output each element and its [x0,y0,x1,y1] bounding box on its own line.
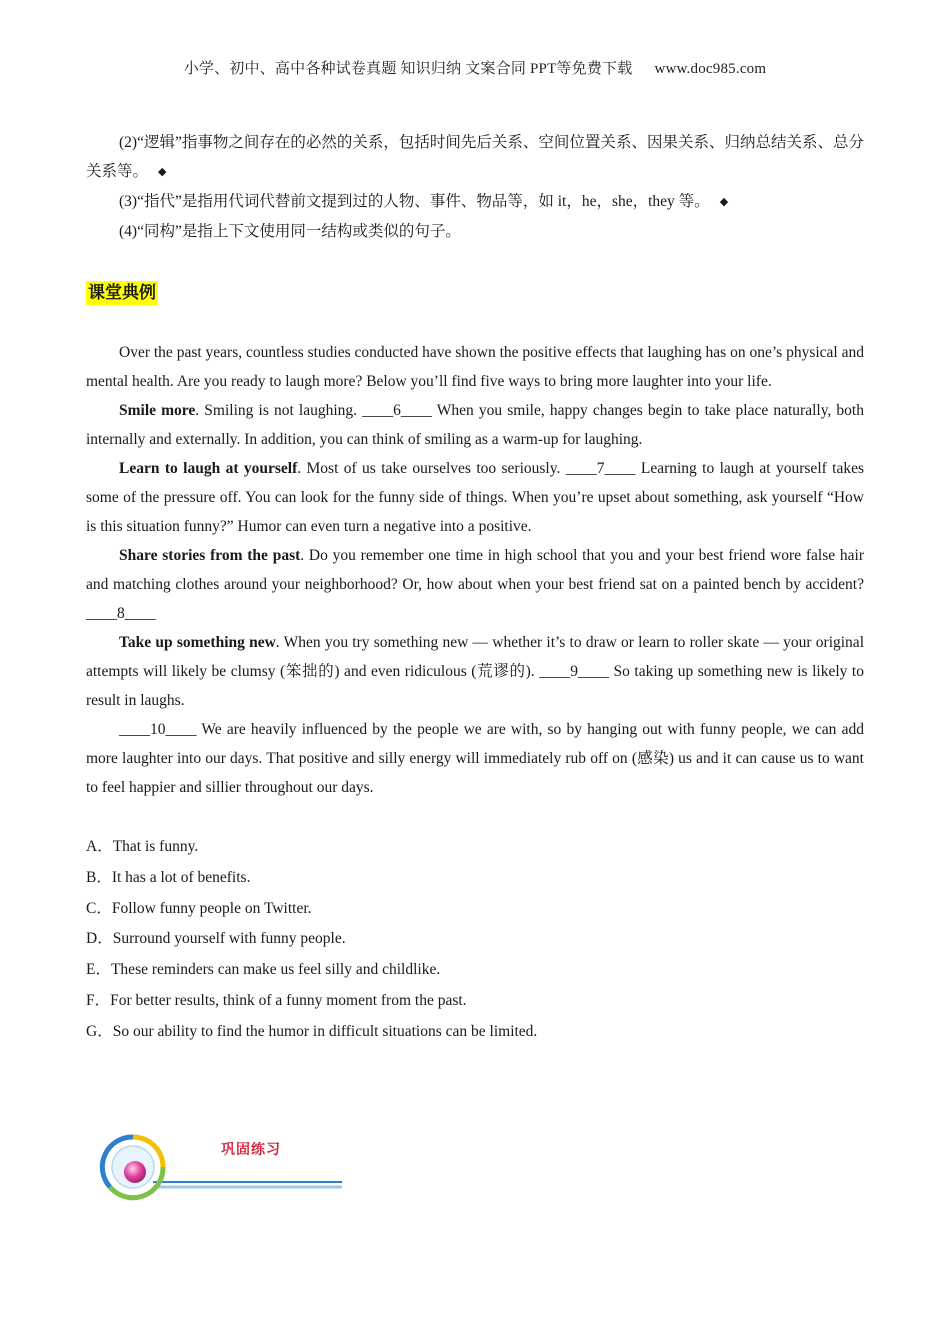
option-b: B．It has a lot of benefits. [86,868,251,886]
page-header [0,57,950,78]
passage-paragraph: Learn to laugh at yourself. Most of us take ourselves too seriously. ____7____ Learning to laugh at yourself takes some of the pressure off. You can look for the funny side of things. When you’re upset about something, ask yourself “How is this situation funny?” Humor can even turn a negative into a positive. [86,460,865,535]
reading-passage [86,338,864,802]
passage-paragraph: Over the past years, countless studies conducted have shown the positive effects that laughing has on one’s physical and mental health. Are you ready to laugh more? Below you’ll find five ways to bring more laughter into your life. [86,344,864,390]
option-d: D．Surround yourself with funny people. [86,930,346,948]
option-a: A．That is funny. [86,838,199,855]
header-url[interactable]: www.doc985.com [654,61,767,77]
paragraph-heading: Take up something new [119,634,276,651]
header-text: 小学、初中、高中各种试卷真题 知识归纳 文案合同 PPT等免费下载 [183,61,633,77]
passage-paragraph: ____10____ We are heavily influenced by the people we are with, so by hanging out with funny people, we can add more laughter into our days. That positive and silly energy will immediately rub off on (感染) us and it can cause us to want to feel happier and sillier throughout our days. [86,721,864,796]
option-e: E．These reminders can make us feel silly and childlike. [86,961,441,979]
paragraph-heading: Share stories from the past [119,547,301,564]
passage-paragraph: Smile more. Smiling is not laughing. ____6____ When you smile, happy changes begin to take place naturally, both internally and externally. In addition, you can think of smiling as a warm-up for laughing. [86,402,864,448]
intro-note-3: (3)“指代”是指用代词代替前文提到过的人物、事件、物品等，如 it，he，she，they 等。 ◆ [119,193,729,210]
diamond-icon: ◆ [158,166,167,178]
option-g: G．So our ability to find the humor in difficult situations can be limited. [86,1022,538,1040]
section-title: 课堂典例 [88,283,156,303]
passage-paragraph: Share stories from the past. Do you remember one time in high school that you and your best friend wore false hair and matching clothes around your neighborhood? Or, how about when your best friend sat on a painted bench by accident? ____8____ [86,547,864,622]
intro-notes [86,128,864,246]
option-f: F．For better results, think of a funny moment from the past. [86,991,467,1009]
intro-note-4: (4)“同构”是指上下文使用同一结构或类似的句子。 [119,223,461,240]
paragraph-heading: Smile more [119,402,196,419]
passage-paragraph: Take up something new. When you try something new — whether it’s to draw or learn to roller skate — your original attempts will likely be clumsy (笨拙的) and even ridiculous (荒谬的). ____9____ So taking up something new is likely to result in laughs. [86,634,864,709]
paragraph-heading: Learn to laugh at yourself [119,460,298,477]
option-c: C．Follow funny people on Twitter. [86,899,312,917]
practice-heading: 巩固练习 [221,1142,281,1158]
diamond-icon: ◆ [719,196,729,208]
intro-note-2: (2)“逻辑”指事物之间存在的必然的关系，包括时间先后关系、空间位置关系、因果关系、归纳总结关系、总分关系等。 ◆ [86,134,864,180]
answer-options [86,832,864,1048]
